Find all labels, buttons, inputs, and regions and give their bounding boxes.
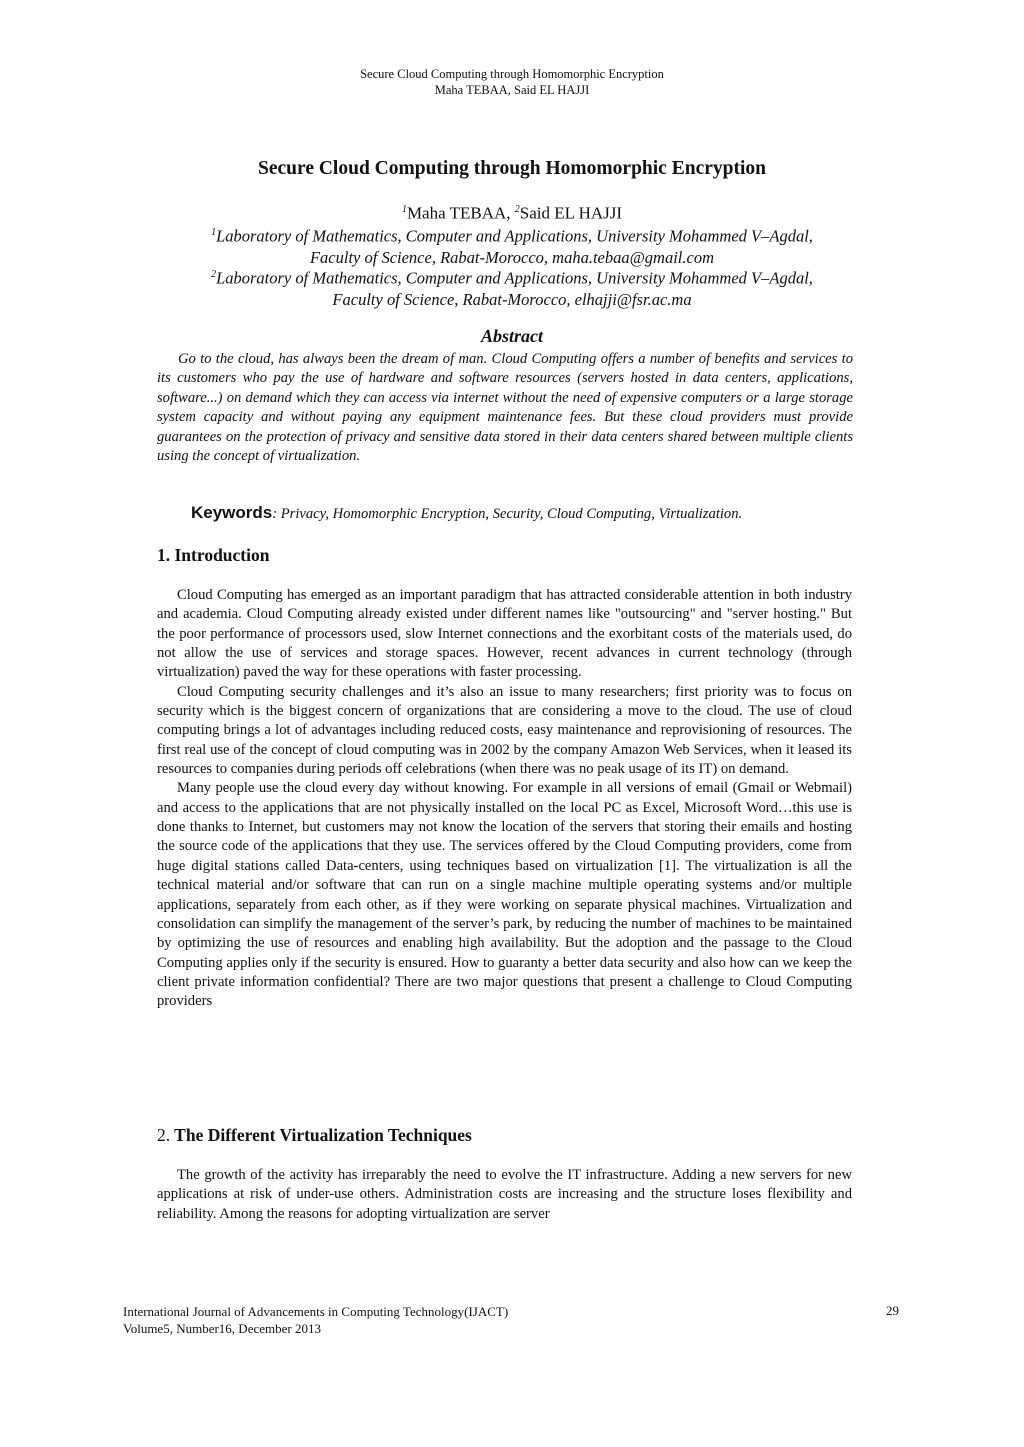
paper-title: Secure Cloud Computing through Homomorphic Encryption: [258, 158, 766, 179]
section-1-paragraph-3: Many people use the cloud every day without knowing. For example in all versions of email (Gmail or Webmail) and access to the applications that are not physically installed on the local PC as Excel, Microsoft Word…this use is done thanks to Internet, but customers may not know the location of the servers that storing their emails and hosting the source code of the applications that they use. The services offered by the Cloud Computing providers, come from huge digital stations called Data-centers, using techniques based on virtualization [1]. The virtualization is all the technical material and/or software that can run on a single machine multiple operating systems and/or multiple applications, separately from each other, as if they were working on separate physical machines. Virtualization and consolidation can simplify the management of the server’s park, by reducing the number of machines to be maintained by optimizing the use of resources and enabling high availability. But the adoption and the passage to the Cloud Computing applies only if the security is ensured. How to guaranty a better data security and also how can we keep the client private information confidential? There are two major questions that present a challenge to Cloud Computing providers: [157, 780, 852, 1010]
section-2-body: [157, 1166, 852, 1224]
affiliation-1: [0, 222, 1024, 268]
author-2-superscript: 2: [514, 204, 520, 215]
section-2-heading: [157, 1125, 472, 1146]
section-1-number: 1.: [157, 545, 171, 565]
affiliation-2: [0, 264, 1024, 310]
footer-volume: Volume5, Number16, December 2013: [123, 1321, 321, 1336]
section-2-number: 2.: [157, 1125, 171, 1145]
keywords-list: : Privacy, Homomorphic Encryption, Security, Cloud Computing, Virtualization.: [272, 506, 743, 522]
affiliation-2-line-2: Faculty of Science, Rabat-Morocco, elhajji@fsr.ac.ma: [332, 289, 692, 309]
section-2-paragraph-1: The growth of the activity has irreparably the need to evolve the IT infrastructure. Adding a new servers for new applications at risk of under-use others. Administration costs are increasing and the structure loses flexibility and reliability. Among the reasons for adopting virtualization are server: [157, 1167, 852, 1222]
footer-journal: International Journal of Advancements in Computing Technology(IJACT): [123, 1304, 509, 1319]
affiliation-1-line-2: Faculty of Science, Rabat-Morocco, maha.tebaa@gmail.com: [309, 247, 715, 267]
section-1-heading: [157, 545, 269, 566]
keywords-line: [191, 503, 742, 523]
page-footer: [123, 1303, 508, 1337]
page-number: 29: [886, 1303, 899, 1318]
affiliation-1-superscript: 1: [211, 227, 217, 238]
section-1-title: Introduction: [170, 545, 270, 565]
section-1-body: [157, 586, 852, 1012]
section-1-paragraph-2: Cloud Computing security challenges and it’s also an issue to many researchers; first priority was to focus on security which is the biggest concern of organizations that are considering a move to the cloud. The use of cloud computing brings a lot of advantages including reduced costs, easy maintenance and reprovisioning of resources. The first real use of the concept of cloud computing was in 2002 by the company Amazon Web Services, when it leased its resources to companies during periods off celebrations (when there was no peak usage of its IT) on demand.: [157, 683, 852, 778]
author-1-superscript: 1: [401, 204, 407, 215]
section-2-title: The Different Virtualization Techniques: [170, 1125, 472, 1145]
keywords-label: Keywords: [191, 503, 273, 522]
running-head-title: Secure Cloud Computing through Homomorphic Encryption: [360, 67, 664, 81]
author-line: [0, 199, 1024, 225]
abstract-text: Go to the cloud, has always been the dream of man. Cloud Computing offers a number of benefits and services to its customers who pay the use of hardware and software resources (servers hosted in data centers, applications, software...) on demand which they can access via internet without the need of expensive computers or a large storage system capacity and without paying any equipment maintenance fees. But these cloud providers must provide guarantees on the protection of privacy and sensitive data stored in their data centers shared between multiple clients using the concept of virtualization.: [157, 351, 853, 465]
abstract-heading: Abstract: [480, 326, 543, 346]
affiliation-1-line-1: $^1$Laboratory of Mathematics, Computer and Applications, University Mohammed V–Agdal,: [211, 226, 813, 246]
affiliation-2-line-1: $^2$Laboratory of Mathematics, Computer and Applications, University Mohammed V–Agdal,: [211, 268, 813, 288]
section-1-paragraph-1: Cloud Computing has emerged as an important paradigm that has attracted considerable attention in both industry and academia. Cloud Computing already existed under different names like "outsourcing" and "server hosting." But the poor performance of processors used, slow Internet connections and the exorbitant costs of the materials used, do not allow the use of services and storage spaces. However, recent advances in current technology (through virtualization) paved the way for these operations with faster processing.: [157, 587, 852, 681]
affiliation-2-superscript: 2: [211, 269, 217, 280]
author-1-name: Maha TEBAA,: [406, 203, 515, 223]
running-head-authors: Maha TEBAA, Said EL HAJJI: [434, 83, 590, 97]
running-head: [0, 66, 1024, 98]
author-2-name: Said EL HAJJI: [519, 203, 623, 223]
